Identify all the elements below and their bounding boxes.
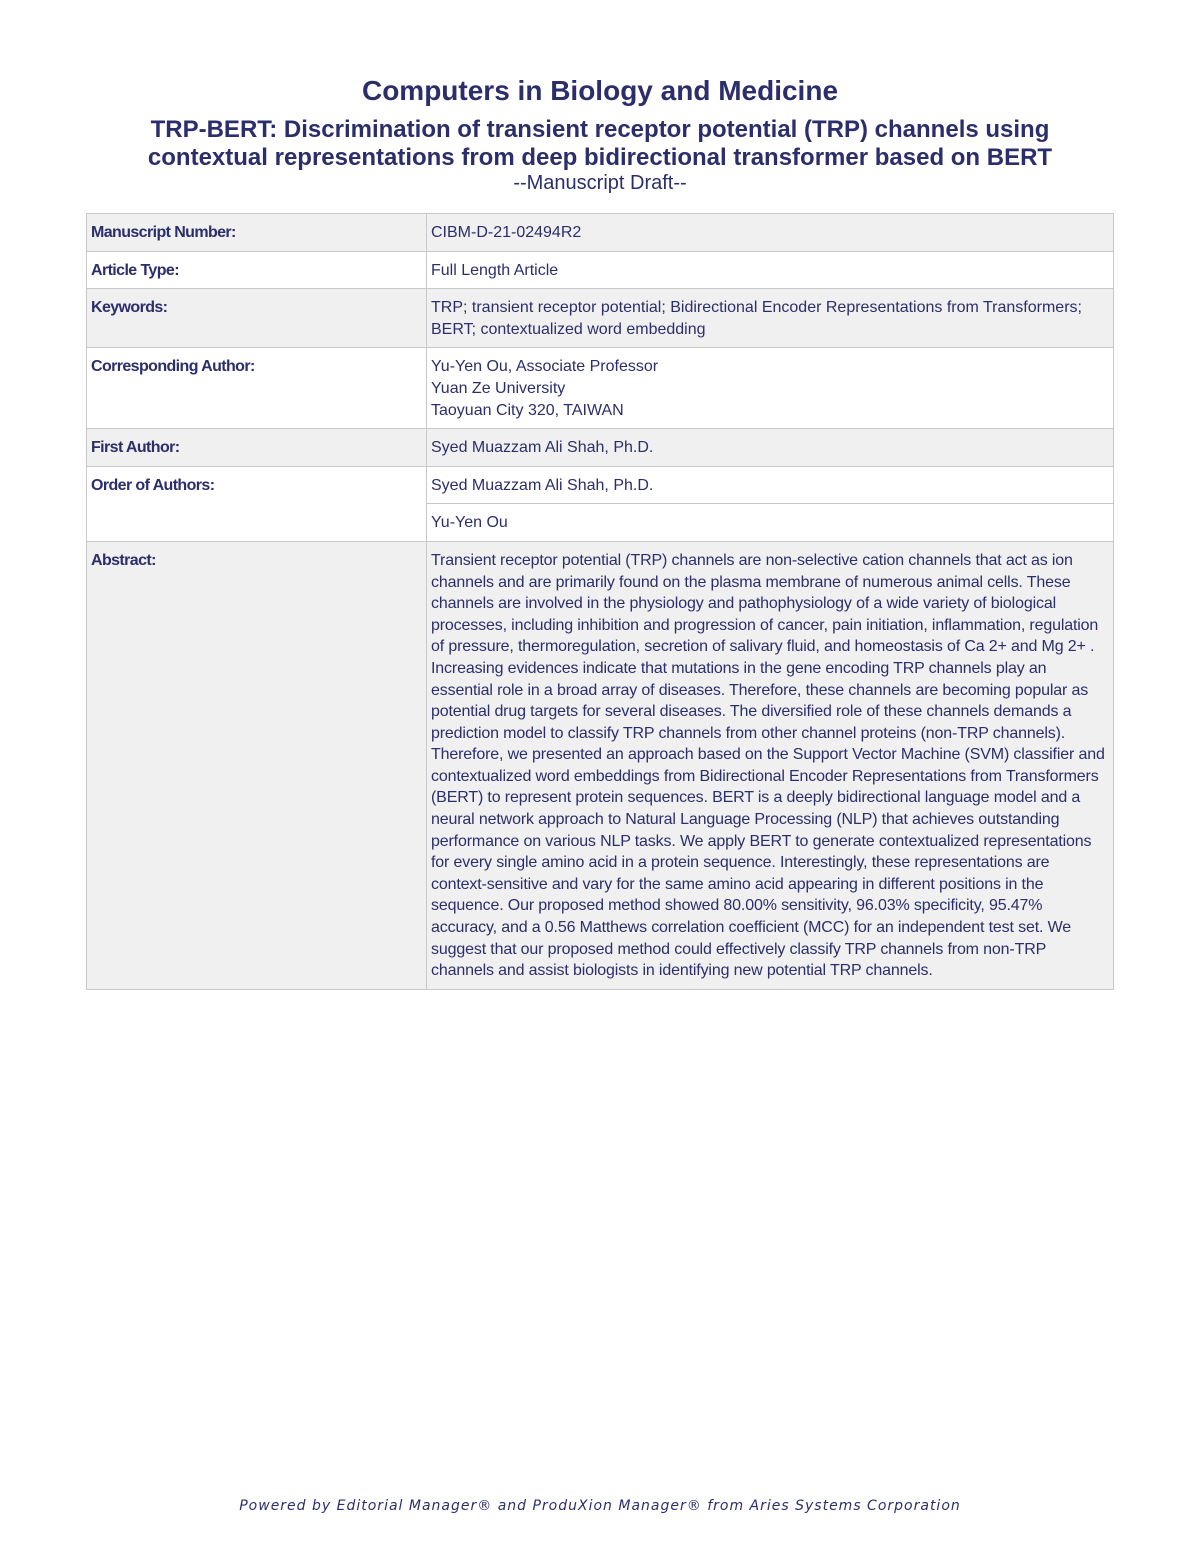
label-abstract: Abstract: [87,541,427,989]
row-first-author [87,429,1114,467]
row-order-of-authors [87,466,1114,504]
article-title: TRP-BERT: Discrimination of transient receptor potential (TRP) channels using contextual representations from deep bidirectional transformer based on BERT [147,116,1053,171]
label-keywords: Keywords: [87,289,427,348]
label-article-type: Article Type: [87,251,427,289]
draft-label: --Manuscript Draft-- [513,172,687,194]
author-entry: Syed Muazzam Ali Shah, Ph.D. [427,466,1114,504]
value-manuscript-number: CIBM-D-21-02494R2 [427,214,1114,252]
label-manuscript-number: Manuscript Number: [87,214,427,252]
value-abstract: Transient receptor potential (TRP) channels are non-selective cation channels that act as ion channels and are primarily found on the plasma membrane of numerous animal cells. These channels are involved in the physiology and pathophysiology of a wide variety of biological processes, including inhibition and progression of cancer, pain initiation, inflammation, regulation of pressure, thermoregulation, secretion of salivary fluid, and homeostasis of Ca 2+ and Mg 2+ . Increasing evidences indicate that mutations in the gene encoding TRP channels play an essential role in a broad array of diseases. Therefore, these channels are becoming popular as potential drug targets for several diseases. The diversified role of these channels demands a prediction model to classify TRP channels from other channel proteins (non-TRP channels). Therefore, we presented an approach based on the Support Vector Machine (SVM) classifier and contextualized word embeddings from Bidirectional Encoder Representations from Transformers (BERT) to represent protein sequences. BERT is a deeply bidirectional language model and a neural network approach to Natural Language Processing (NLP) that achieves outstanding performance on various NLP tasks. We apply BERT to generate contextualized representations for every single amino acid in a protein sequence. Interestingly, these representations are context-sensitive and vary for the same amino acid appearing in different positions in the sequence. Our proposed method showed 80.00% sensitivity, 96.03% specificity, 95.47% accuracy, and a 0.56 Matthews correlation coefficient (MCC) for an independent test set. We suggest that our proposed method could effectively classify TRP channels from non-TRP channels and assist biologists in identifying new potential TRP channels. [427,541,1114,989]
label-corresponding-author: Corresponding Author: [87,348,427,429]
corresponding-author-institution: Yuan Ze University [431,379,566,397]
document-header [0,74,1200,194]
journal-name: Computers in Biology and Medicine [361,75,839,106]
value-keywords: TRP; transient receptor potential; Bidirectional Encoder Representations from Transformers; BERT; contextualized word embedding [427,289,1114,348]
value-corresponding-author [427,348,1114,429]
powered-by-footer: Powered by Editorial Manager® and ProduXion Manager® from Aries Systems Corporation [239,1498,961,1514]
row-corresponding-author [87,348,1114,429]
corresponding-author-name: Yu-Yen Ou, Associate Professor [431,358,659,376]
row-abstract [87,541,1114,989]
row-keywords [87,289,1114,348]
value-first-author: Syed Muazzam Ali Shah, Ph.D. [427,429,1114,467]
row-manuscript-number [87,214,1114,252]
value-article-type: Full Length Article [427,251,1114,289]
author-entry: Yu-Yen Ou [427,504,1114,542]
corresponding-author-location: Taoyuan City 320, TAIWAN [431,401,624,419]
label-first-author: First Author: [87,429,427,467]
manuscript-details-table [86,213,1114,990]
row-article-type [87,251,1114,289]
label-order-of-authors: Order of Authors: [87,466,427,541]
